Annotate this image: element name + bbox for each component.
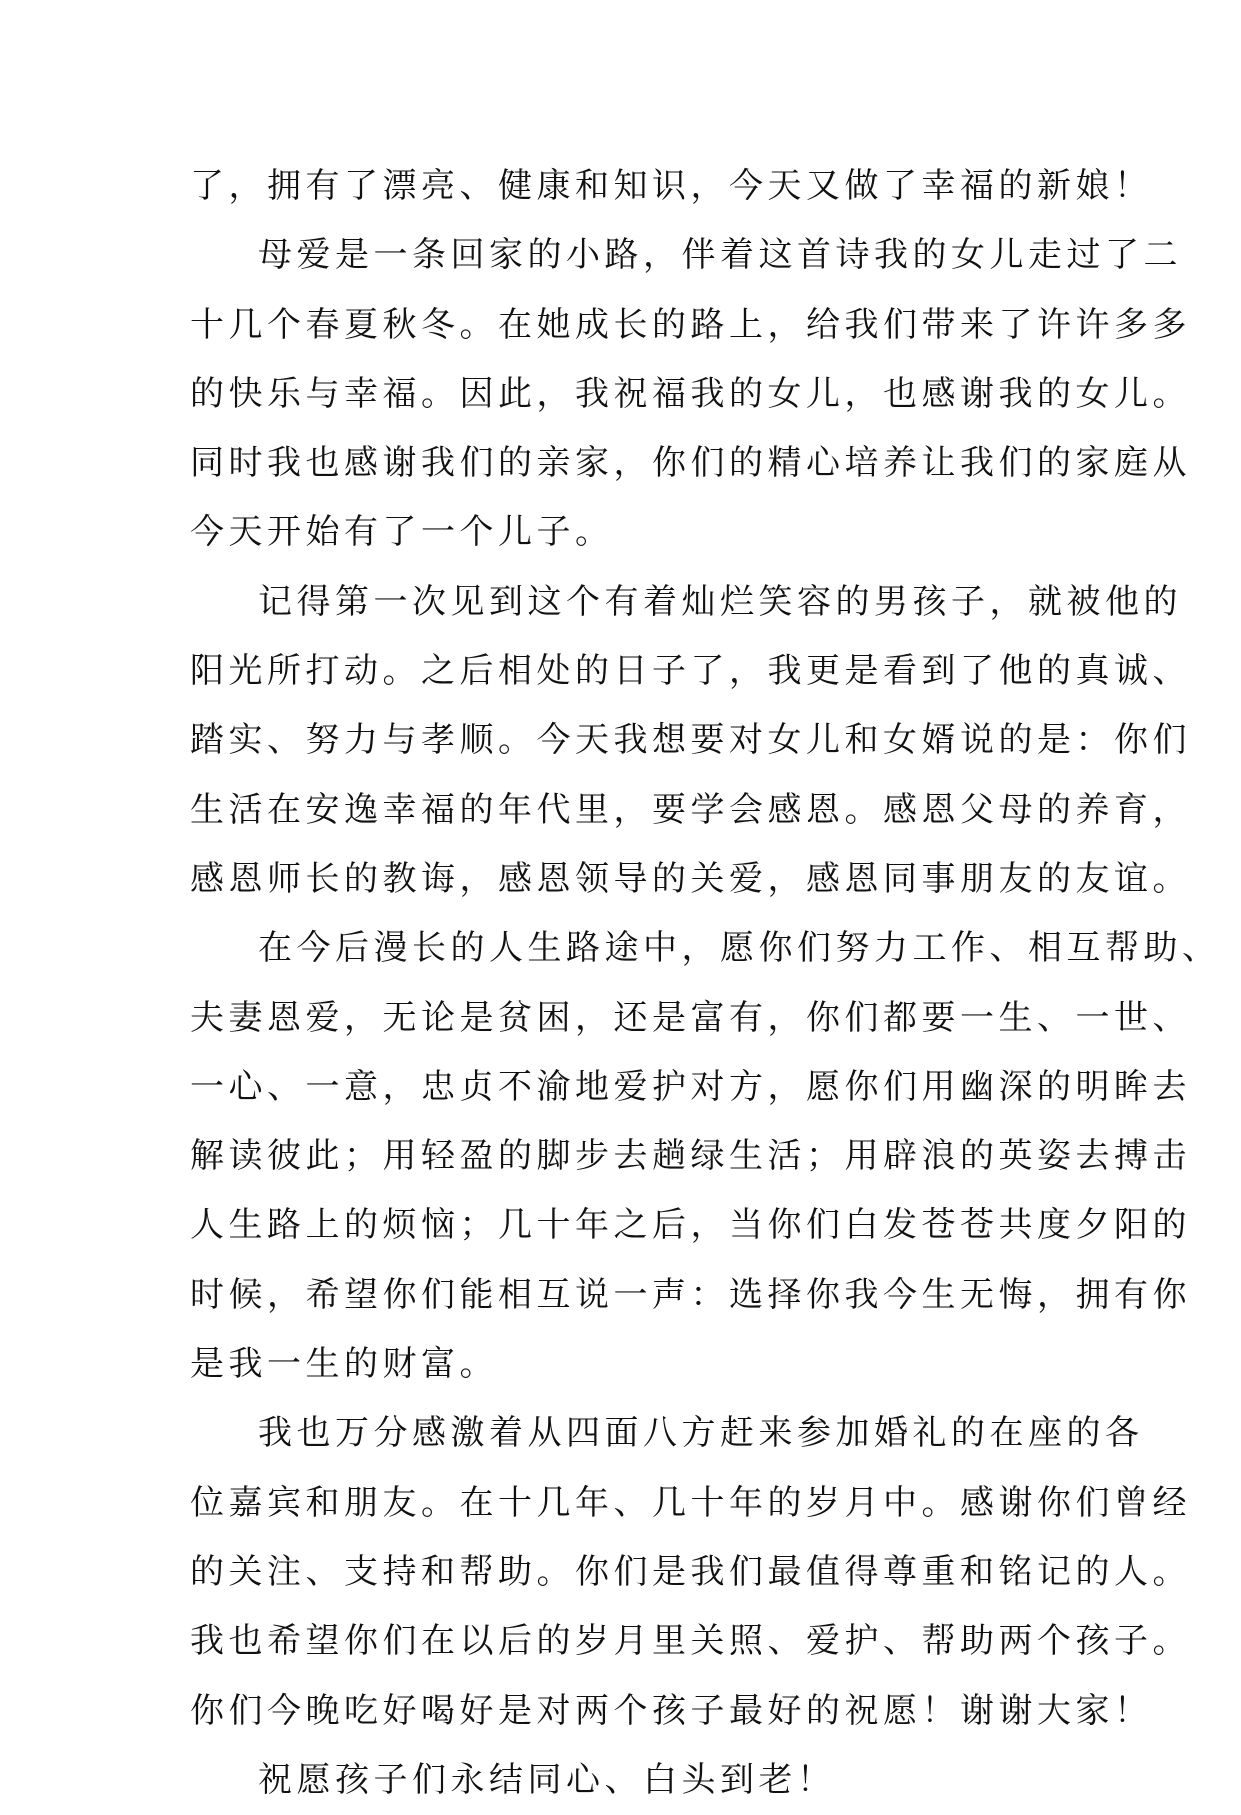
text-line: 同时我也感谢我们的亲家，你们的精心培养让我们的家庭从 (190, 443, 1191, 484)
text-line: 时候，希望你们能相互说一声：选择你我今生无悔，拥有你 (190, 1274, 1191, 1315)
text-line: 阳光所打动。之后相处的日子了，我更是看到了他的真诚、 (190, 651, 1191, 692)
text-line: 我也希望你们在以后的岁月里关照、爱护、帮助两个孩子。 (190, 1621, 1191, 1662)
text-line: 踏实、努力与孝顺。今天我想要对女儿和女婿说的是：你们 (190, 720, 1191, 761)
text-line: 的关注、支持和帮助。你们是我们最值得尊重和铭记的人。 (190, 1551, 1191, 1592)
text-line: 今天开始有了一个儿子。 (190, 512, 614, 553)
text-line: 夫妻恩爱，无论是贫困，还是富有，你们都要一生、一世、 (190, 997, 1191, 1038)
text-line: 位嘉宾和朋友。在十几年、几十年的岁月中。感谢你们曾经 (190, 1482, 1191, 1523)
text-line: 在今后漫长的人生路途中，愿你们努力工作、相互帮助、 (258, 928, 1221, 969)
text-line: 一心、一意，忠贞不渝地爱护对方，愿你们用幽深的明眸去 (190, 1066, 1191, 1107)
text-line: 记得第一次见到这个有着灿烂笑容的男孩子，就被他的 (258, 581, 1182, 622)
text-line: 我也万分感激着从四面八方赶来参加婚礼的在座的各 (258, 1413, 1144, 1454)
text-line: 人生路上的烦恼；几十年之后，当你们白发苍苍共度夕阳的 (190, 1205, 1191, 1246)
text-line: 解读彼此；用轻盈的脚步去趟绿生活；用辟浪的英姿去搏击 (190, 1136, 1191, 1177)
text-line: 了，拥有了漂亮、健康和知识，今天又做了幸福的新娘！ (190, 166, 1153, 206)
text-line: 生活在安逸幸福的年代里，要学会感恩。感恩父母的养育， (190, 789, 1191, 830)
text-line: 十几个春夏秋冬。在她成长的路上，给我们带来了许许多多 (190, 304, 1191, 345)
text-line: 的快乐与幸福。因此，我祝福我的女儿，也感谢我的女儿。 (190, 373, 1191, 414)
text-line: 是我一生的财富。 (190, 1344, 498, 1385)
text-line: 母爱是一条回家的小路，伴着这首诗我的女儿走过了二 (258, 235, 1182, 276)
text-line: 祝愿孩子们永结同心、白头到老！ (258, 1759, 836, 1800)
text-line: 你们今晚吃好喝好是对两个孩子最好的祝愿！谢谢大家！ (190, 1690, 1153, 1731)
document-page (190, 152, 1221, 1815)
text-line: 感恩师长的教诲，感恩领导的关爱，感恩同事朋友的友谊。 (190, 858, 1191, 899)
